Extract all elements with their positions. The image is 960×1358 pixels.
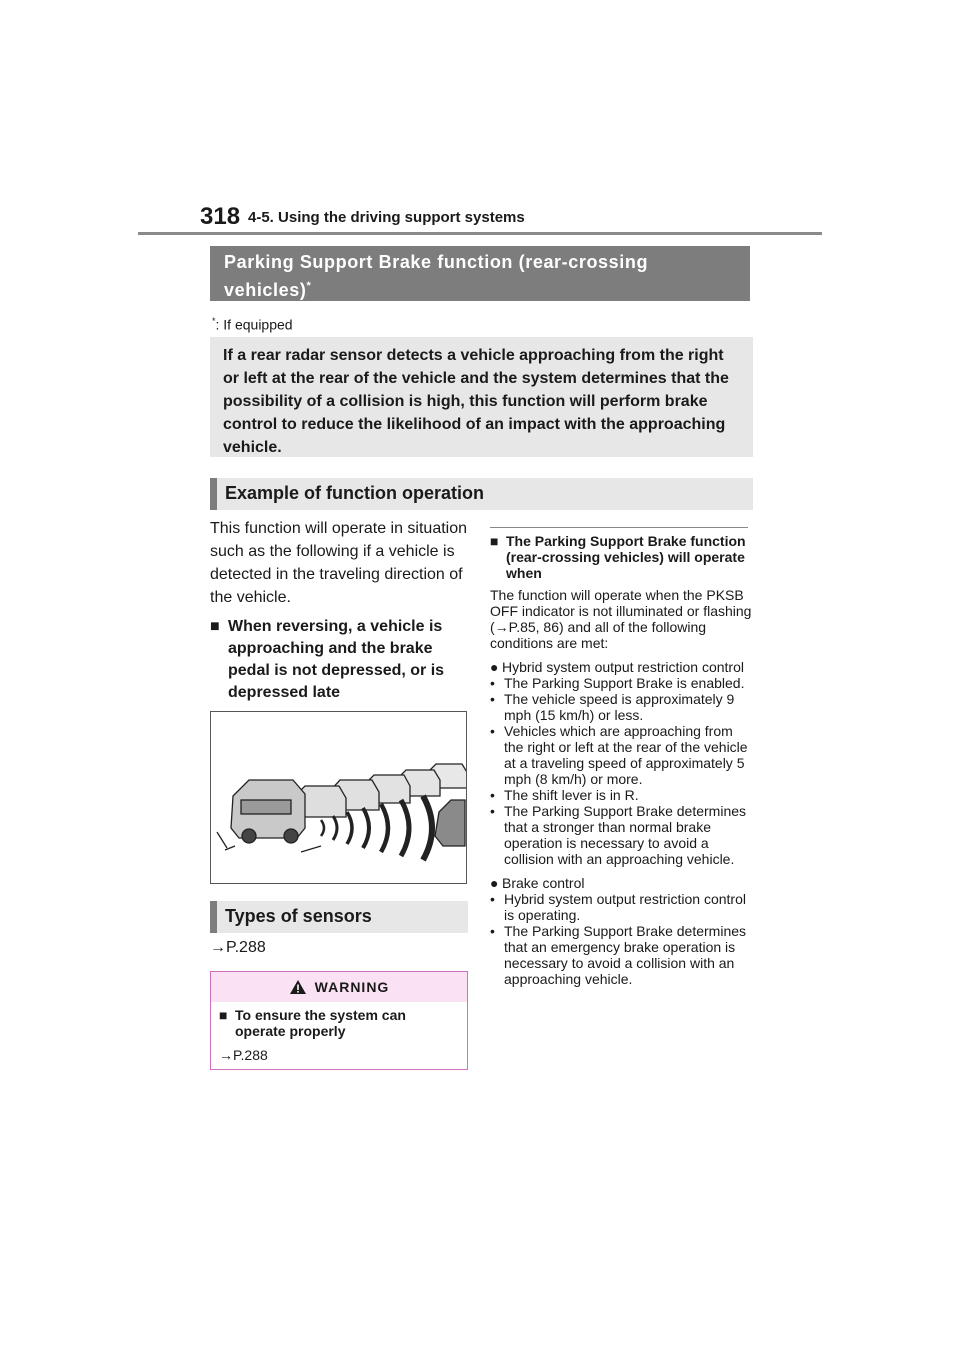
warning-reference: →P.288 [219,1047,268,1063]
condition-item [490,803,752,867]
left-column [210,517,472,704]
chapter-title: 4-5. Using the driving support systems [248,209,525,226]
sensors-reference: →P.288 [210,939,266,956]
warning-title-text: WARNING [314,979,390,995]
warning-title [211,972,467,1002]
footnote-marker: * [212,316,216,326]
bullet-square-icon: ■ [210,618,220,635]
example-bullet [210,616,472,704]
operation-heading [490,533,752,581]
dash-bullet: • [490,891,495,907]
types-of-sensors-heading: Types of sensors [210,901,468,933]
dash-bullet: • [490,787,495,803]
dash-bullet: • [490,723,495,739]
condition-item-text: The Parking Support Brake is enabled. [504,675,745,691]
section-title [210,246,750,301]
dash-bullet: • [490,675,495,691]
condition-item-text: Vehicles which are approaching from the right or left at the rear of the vehicle at a traveling speed of approximately 5 mph (8 km/h) or more. [504,723,748,787]
bullet-circle-icon: ● [490,875,499,891]
footnote [212,316,293,333]
condition-item [490,723,752,787]
right-column-rule [490,527,748,528]
condition-group-title-text: Brake control [502,875,585,891]
operation-intro: The function will operate when the PKSB OFF indicator is not illuminated or flashing (→P.85, 86) and all of the following conditions are met: [490,587,752,651]
warning-body [211,1002,467,1068]
page-number: 318 [200,203,241,230]
condition-group-title-text: Hybrid system output restriction control [502,659,744,675]
warning-item-heading: To ensure the system can operate properly [235,1007,406,1039]
example-paragraph: This function will operate in situation such as the following if a vehicle is detected in the traveling direction of the vehicle. [210,520,468,606]
dash-bullet: • [490,803,495,819]
example-bullet-text: When reversing, a vehicle is approaching and the brake pedal is not depressed, or is depressed late [228,618,445,701]
dash-bullet: • [490,923,495,939]
parking-cars-illustration [211,712,466,883]
condition-item [490,787,752,803]
condition-item-text: Hybrid system output restriction control is operating. [504,891,746,923]
header-rule [138,232,822,235]
condition-item [490,923,752,987]
condition-group-title [490,659,752,675]
condition-item-text: The shift lever is in R. [504,787,639,803]
condition-item [490,691,752,723]
footnote-text: : If equipped [215,316,293,333]
condition-item [490,891,752,923]
dash-bullet: • [490,691,495,707]
right-column [490,533,752,987]
bullet-circle-icon: ● [490,659,499,675]
condition-item-text: The vehicle speed is approximately 9 mph (15 km/h) or less. [504,691,735,723]
section-title-marker: * [306,280,312,292]
warning-triangle-icon [289,979,307,995]
condition-item [490,675,752,691]
example-heading: Example of function operation [210,478,753,510]
warning-item [219,1007,459,1039]
warning-box [210,971,468,1070]
condition-item-text: The Parking Support Brake determines that an emergency brake operation is necessary to avoid a collision with an approaching vehicle. [504,923,747,987]
condition-item-text: The Parking Support Brake determines that a stronger than normal brake operation is necessary to avoid a collision with an approaching vehicle. [504,803,747,867]
section-title-text: Parking Support Brake function (rear-crossing vehicles) [224,252,649,300]
operation-heading-text: The Parking Support Brake function (rear-crossing vehicles) will operate when [506,533,746,581]
condition-group-title [490,875,752,891]
parking-illustration [210,711,467,884]
intro-box: If a rear radar sensor detects a vehicle approaching from the right or left at the rear of the vehicle and the system determines that the possibility of a collision is high, this function will perform brake control to reduce the likelihood of an impact with the approaching vehicle. [210,337,753,457]
bullet-square-icon: ■ [490,533,499,549]
bullet-square-icon: ■ [219,1007,228,1023]
